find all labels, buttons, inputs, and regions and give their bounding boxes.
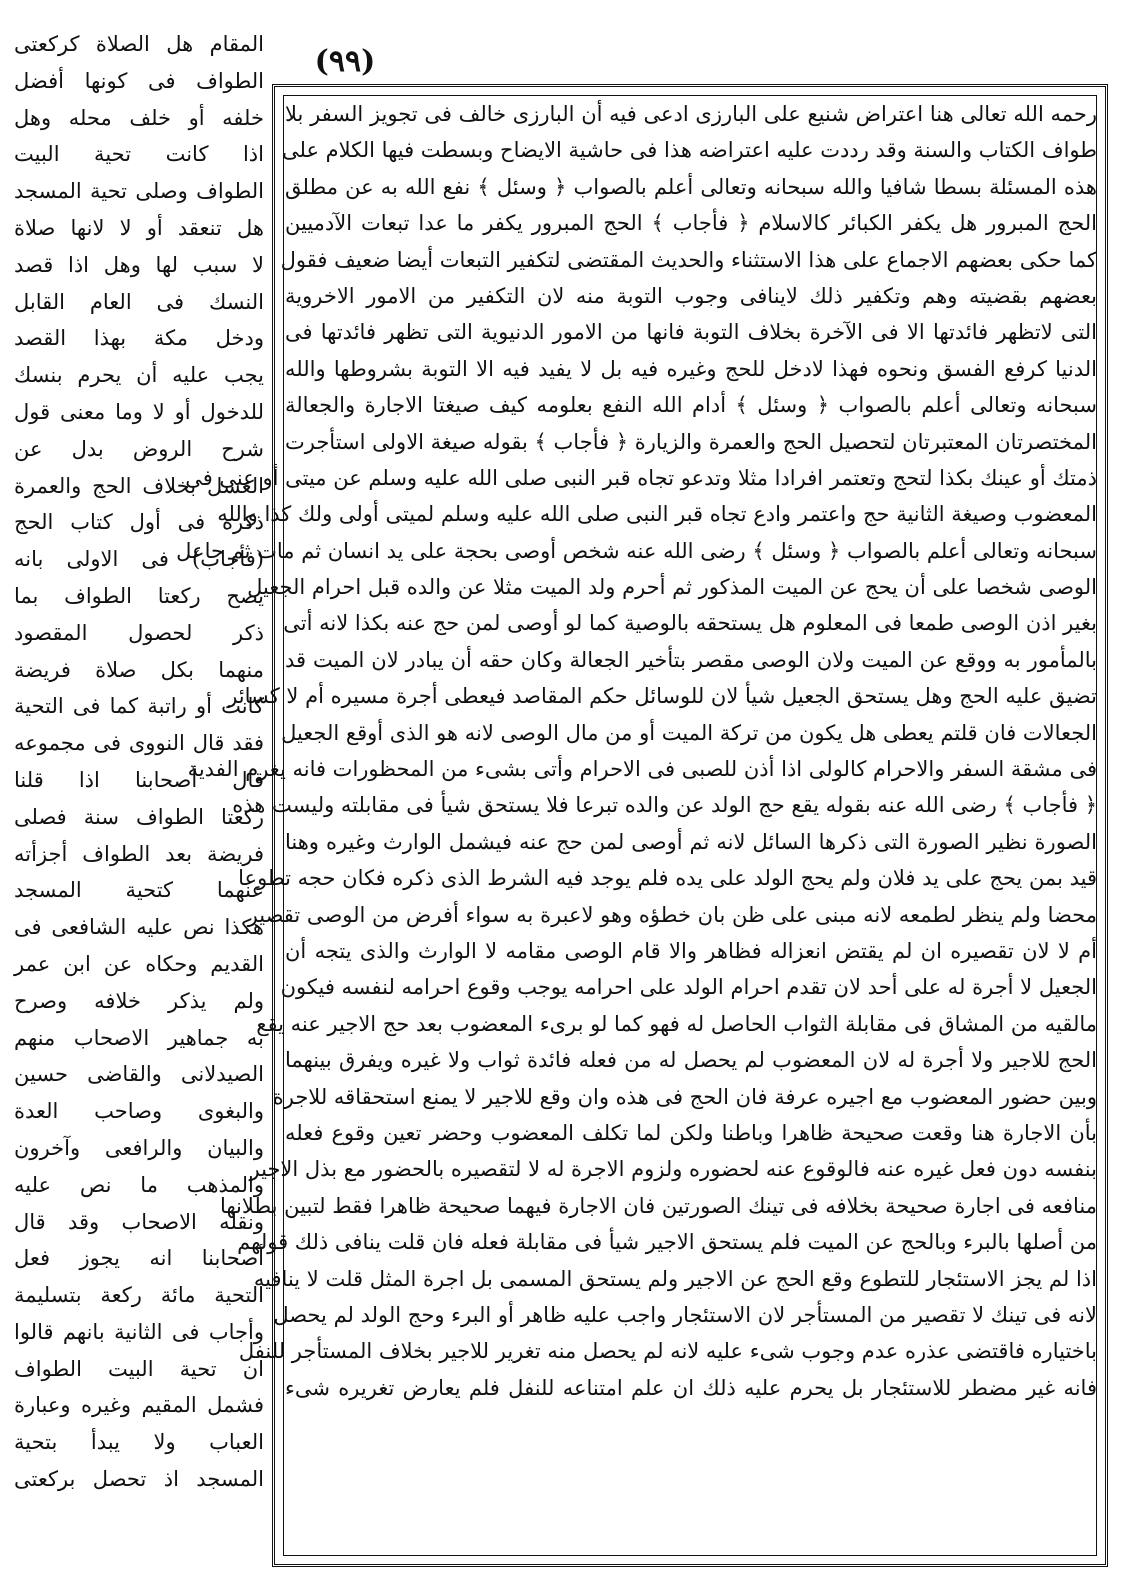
- margin-text-line: قال أصحابنا اذا قلنا: [14, 767, 264, 792]
- main-text-line: الوصى شخصا على أن يحج عن الميت المذكور ثم أحرم ولد الميت مثلا عن والده قبل احرام الجعيل: [247, 575, 1097, 600]
- main-text-line: اذا لم يجز الاستئجار للتطوع وقع الحج عن الاجير ولم يستحق المسمى بل اجرة المثل قلت لا ينافيه: [253, 1266, 1097, 1291]
- margin-text-line: والبيان والرافعى وآخرون: [14, 1135, 264, 1160]
- margin-text-line: الصيدلانى والقاضى حسين: [14, 1062, 264, 1087]
- margin-text-line: كانت أو راتبة كما فى التحية: [14, 694, 264, 719]
- margin-text-line: والبغوى وصاحب العدة: [14, 1099, 264, 1124]
- main-text-line: سبحانه وتعالى أعلم بالصواب ﴿ وسئل ﴾ أدام الله النفع بعلومه كيف صيغتا الاجارة والجعالة: [285, 393, 1097, 418]
- main-text-line: المعضوب وصيغة الثانية حج واعتمر وادع تجاه قبر النبى صلى الله عليه وسلم لميتى أولى ولك كذا والله: [217, 502, 1097, 527]
- margin-text-line: فريضة بعد الطواف أجزأته: [14, 841, 264, 866]
- main-text-line: الدنيا كرفع الفسق ونحوه فهذا لادخل للحج وغيره فيه بل لا يفيد فيه الا التوبة بشروطها والله: [285, 356, 1097, 381]
- main-text-line: الجعيل لا أجرة له على أحد لان تقدم احرام الولد على احرامه يوجب وقوع احرامه لنفسه فيكون: [280, 975, 1097, 1000]
- margin-commentary: [14, 26, 264, 1570]
- margin-text-line: يجب عليه أن يحرم بنسك: [14, 363, 264, 388]
- main-text-line: سبحانه وتعالى أعلم بالصواب ﴿ وسئل ﴾ رضى الله عنه شخص أوصى بحجة على يد انسان ثم مات ثم جاعل: [176, 538, 1097, 563]
- margin-text-line: الطواف فى كونها أفضل: [14, 68, 264, 93]
- margin-text-line: لا سبب لها وهل اذا قصد: [14, 252, 264, 277]
- margin-text-line: والمذهب ما نص عليه: [14, 1172, 264, 1197]
- margin-text-line: ولم يذكر خلافه وصرح: [14, 988, 264, 1013]
- margin-text-line: (فأجاب) فى الاولى بانه: [14, 547, 264, 572]
- main-text-line: منافعه فى اجارة صحيحة بخلافه فى تينك الصورتين فان الاجارة فيهما صحيحة ظاهرا فقط لتبين بطلانها: [219, 1193, 1097, 1218]
- margin-text-line: هل تنعقد أو لا لانها صلاة: [14, 215, 264, 240]
- main-text-line: لانه فى تينك لا تقصير من المستأجر لان الاستئجار واجب عليه ظاهر أو البرء وحج الولد لم يحصل: [273, 1302, 1097, 1327]
- main-text-line: طواف الكتاب والسنة وقد رددت عليه اعتراضه هذا فى حاشية الايضاح وبسطت فيها الكلام على: [281, 138, 1097, 163]
- main-text-line: التى لاتظهر فائدتها الا فى الآخرة بخلاف التوبة فانها من الامور الدنيوية التى تظهر فائدتها فى: [285, 320, 1097, 345]
- main-text-line: باختياره فاقتضى عذره عدم وجوب شىء عليه لانه لم يحصل منه تغرير للاجير بخلاف المستأجر للنفل: [238, 1339, 1097, 1364]
- main-text-line: الصورة نظير الصورة التى ذكرها السائل لانه ثم أوصى لمن حج عنه فيشمل الوارث وغيره وهنا: [285, 829, 1097, 854]
- main-text-line: فى مشقة السفر والاحرام كالولى اذا أذن للصبى فى الاحرام وأتى بشىء من المحظورات فانه يغرم الفدية: [187, 757, 1097, 782]
- margin-text-line: منهما بكل صلاة فريضة: [14, 657, 264, 682]
- margin-text-line: عنهما كتحية المسجد: [14, 878, 264, 903]
- main-text-line: بأن الاجارة هنا وقعت صحيحة ظاهرا وباطنا ولكن لما تكلف المعضوب وحضر تعين وقوع فعله: [285, 1120, 1097, 1145]
- page-number: (٩٩): [314, 44, 376, 79]
- margin-text-line: به جماهير الاصحاب منهم: [14, 1025, 264, 1050]
- main-text-line: بالمأمور به ووقع عن الميت ولان الوصى مقصر بتأخير الجعالة وكان حقه أن يبادر لان الميت قد: [285, 647, 1097, 672]
- margin-text-line: الطواف وصلى تحية المسجد: [14, 179, 264, 204]
- main-text-line: بعضهم بقضيته وهم وتكفير ذلك لاينافى وجوب التوبة منه لان التكفير من الامور الاخروية: [285, 283, 1097, 308]
- main-text-line: من أصلها بالبرء وبالحج عن الميت فلم يستحق الاجير شيأ فى مقابلة فعله فان قلت ينافى ذلك قولهم: [237, 1230, 1097, 1255]
- margin-text-line: أصحابنا انه يجوز فعل: [14, 1246, 264, 1271]
- margin-text-line: التحية مائة ركعة بتسليمة: [14, 1283, 264, 1308]
- main-text-line: مالقيه من المشاق فى مقابلة الثواب الحاصل له فهو كما لو برىء المعضوب بعد حج الاجير عنه يقع: [256, 1011, 1097, 1036]
- margin-text-line: ذكر لحصول المقصود: [14, 620, 264, 645]
- margin-text-line: العباب ولا يبدأ بتحية: [14, 1430, 264, 1455]
- margin-text-line: ونقله الاصحاب وقد قال: [14, 1209, 264, 1234]
- main-text-line: أم لا لان تقصيره ان لم يقتض انعزاله فظاهر والا قام الوصى مقامه لا الوارث والذى يتجه أن: [285, 938, 1097, 963]
- margin-text-line: يصح ركعتا الطواف بما: [14, 583, 264, 608]
- main-text-line: قيد بمن يحج على يد فلان ولم يحج الولد على يده فلم يوجد فيه الشرط الذى ذكره فكان حجه تطوعا: [238, 866, 1097, 891]
- main-text-line: كما حكى بعضهم الاجماع على هذا الاستثناء والحديث المقتضى لتكفير التبعات أيضا ضعيف فقول: [280, 247, 1097, 272]
- main-text-line: وبين حضور المعضوب مع اجيره عرفة فان الحج فى هذه وان وقع للاجير لا يمنع استحقاقه للاجرة: [272, 1084, 1097, 1109]
- margin-text-line: فقد قال النووى فى مجموعه: [14, 731, 264, 756]
- margin-text-line: ان تحية البيت الطواف: [14, 1356, 264, 1381]
- main-text-line: ذمتك أو عينك بكذا لتحج وتعتمر افرادا مثلا وتدعو تجاه قبر النبى صلى الله عليه وسلم عن ميتى أو عنى فى: [185, 465, 1097, 490]
- main-text-line: المختصرتان المعتبرتان لتحصيل الحج والعمرة والزيارة ﴿ فأجاب ﴾ بقوله صيغة الاولى استأجرت: [284, 429, 1097, 454]
- main-text-body: [176, 96, 1097, 1556]
- main-text-line: بغير اذن الوصى طمعا فى المعلوم هل يستحقه بالوصية كما لو أوصى لمن حج عنه بكذا لانه أتى: [283, 611, 1097, 636]
- margin-text-line: المقام هل الصلاة كركعتى: [14, 32, 264, 56]
- main-text-line: محضا ولم ينظر لطمعه لانه مبنى على ظن بان خطؤه وهو لاعبرة به سواء أفرض من الوصى تقصير: [247, 902, 1097, 927]
- margin-text-line: شرح الروض بدل عن: [14, 436, 264, 461]
- main-text-line: تضيق عليه الحج وهل يستحق الجعيل شيأ لان للوسائل حكم المقاصد فيعطى أجرة مسيره أم لا كسائر: [227, 684, 1097, 709]
- main-text-line: ﴿ فأجاب ﴾ رضى الله عنه بقوله يقع حج الولد عن والده تبرعا فلا يستحق شيأ فى مقابلته وليست هذه: [232, 793, 1097, 818]
- margin-text-line: للدخول أو لا وما معنى قول: [14, 399, 264, 424]
- main-text-line: الحج للاجير ولا أجرة له لان المعضوب لم يحصل له من فعله فائدة ثواب ولا غيره ويفرق بينهما: [285, 1048, 1097, 1073]
- margin-text-line: ذكره فى أول كتاب الحج: [14, 510, 264, 535]
- margin-text-line: المسجد اذ تحصل بركعتى: [14, 1467, 264, 1492]
- margin-text-line: القديم وحكاه عن ابن عمر: [14, 951, 264, 976]
- margin-text-line: النسك فى العام القابل: [14, 289, 264, 314]
- main-text-line: فانه غير مضطر للاستئجار بل يحرم عليه ذلك ان علم امتناعه للنفل فلم يعارض تغريره شىء: [285, 1375, 1097, 1400]
- main-text-line: رحمه الله تعالى هنا اعتراض شنيع على البارزى ادعى فيه أن البارزى خالف فى تجويز السفر بلا: [285, 102, 1097, 126]
- margin-text-line: ركعتا الطواف سنة فصلى: [14, 804, 264, 829]
- margin-text-line: فشمل المقيم وغيره وعبارة: [14, 1393, 264, 1418]
- margin-text-line: ودخل مكة بهذا القصد: [14, 326, 264, 351]
- margin-text-line: الغسل بخلاف الحج والعمرة: [14, 473, 264, 498]
- margin-text-line: وأجاب فى الثانية بانهم قالوا: [14, 1319, 264, 1344]
- main-text-line: الجعالات فان قلتم يعطى هل يكون من تركة الميت أو من مال الوصى لانه هو الذى أوقع الجعيل: [281, 720, 1097, 745]
- main-text-line: بنفسه دون فعل غيره عنه فالوقوع عنه لحضوره ولزوم الاجرة له لا لتقصيره بالحضور مع بذل الاجير: [249, 1157, 1097, 1182]
- margin-text-line: هكذا نص عليه الشافعى فى: [14, 915, 264, 940]
- main-text-line: الحج المبرور هل يكفر الكبائر كالاسلام ﴿ فأجاب ﴾ الحج المبرور يكفر ما عدا تبعات الآدميين: [285, 211, 1097, 236]
- main-text-line: هذه المسئلة بسطا شافيا والله سبحانه وتعالى أعلم بالصواب ﴿ وسئل ﴾ نفع الله به عن مطلق: [285, 174, 1097, 199]
- margin-text-line: خلفه أو خلف محله وهل: [14, 105, 264, 130]
- margin-text-line: اذا كانت تحية البيت: [14, 142, 264, 167]
